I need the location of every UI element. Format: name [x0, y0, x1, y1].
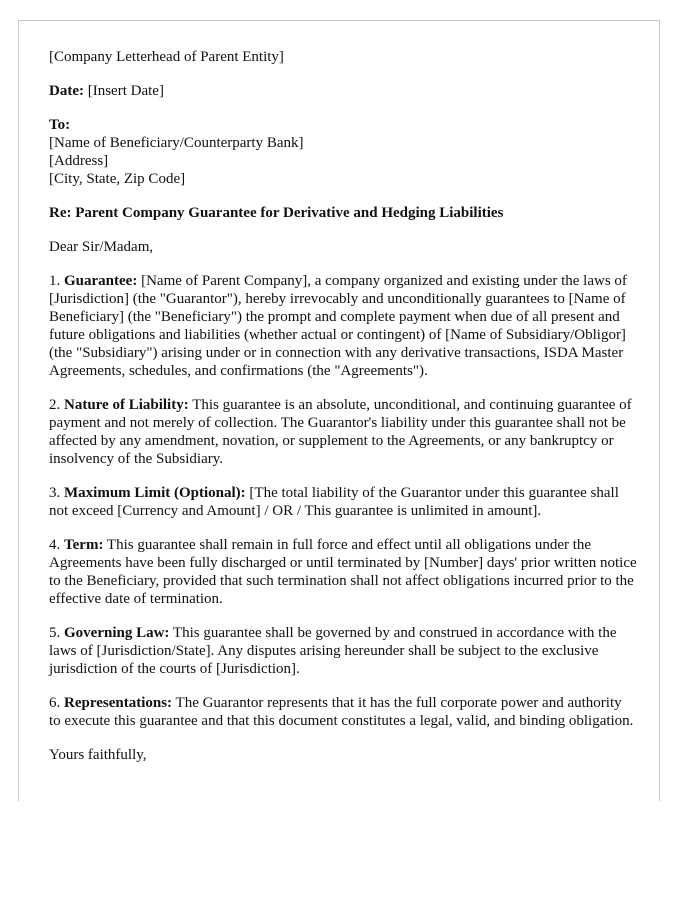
- clause-heading: Maximum Limit (Optional):: [64, 485, 246, 501]
- clause-text: [The total liability of the Guarantor under this guarantee shall not exceed [Currency and Amount] / OR / This guarantee is unlimited in amount].: [49, 485, 619, 519]
- clause-guarantee: [49, 272, 637, 380]
- clause-number: 6.: [49, 695, 64, 711]
- clause-number: 3.: [49, 485, 64, 501]
- clause-nature-of-liability: [49, 396, 637, 468]
- clause-term: [49, 536, 637, 608]
- clause-heading: Term:: [64, 537, 104, 553]
- clause-maximum-limit: [49, 484, 637, 520]
- clause-heading: Nature of Liability:: [64, 397, 189, 413]
- letter-page: [18, 20, 660, 801]
- clause-number: 1.: [49, 273, 64, 289]
- salutation: Dear Sir/Madam,: [49, 239, 154, 255]
- to-label: [49, 116, 637, 134]
- clause-text: [Name of Parent Company], a company organized and existing under the laws of [Jurisdiction] (the "Guarantor"), hereby irrevocably and unconditionally guarantees to [Name of Beneficiary] (the "Beneficiary") the prompt and complete payment when due of all present and future obligations and liabilities (whether actual or contingent) of [Name of Subsidiary/Obligor] (the "Subsidiary") arising under or in connection with any derivative transactions, ISDA Master Agreements, schedules, and confirmations (the "Agreements").: [49, 273, 627, 379]
- clause-heading: Guarantee:: [64, 273, 138, 289]
- clause-text: This guarantee shall be governed by and construed in accordance with the laws of [Jurisdiction/State]. Any disputes arising hereunder shall be subject to the exclusive jurisdiction of the courts of [Jurisdiction].: [49, 625, 617, 677]
- date-label: Date:: [49, 83, 84, 99]
- clause-number: 5.: [49, 625, 64, 641]
- recipient-name: [Name of Beneficiary/Counterparty Bank]: [49, 135, 304, 151]
- date-line: [49, 82, 637, 100]
- closing: Yours faithfully,: [49, 747, 147, 763]
- clause-text: This guarantee is an absolute, unconditional, and continuing guarantee of payment and not merely of collection. The Guarantor's liability under this guarantee shall not be affected by any amendment, novation, or supplement to the Agreements, or any bankruptcy or insolvency of the Subsidiary.: [49, 397, 632, 467]
- to-label-text: To:: [49, 117, 71, 133]
- recipient-block: [49, 116, 637, 188]
- clause-governing-law: [49, 624, 637, 678]
- letterhead: [Company Letterhead of Parent Entity]: [49, 49, 284, 65]
- clause-heading: Representations:: [64, 695, 173, 711]
- clause-number: 4.: [49, 537, 64, 553]
- clause-text: This guarantee shall remain in full force and effect until all obligations under the Agreements have been fully discharged or until terminated by [Number] days' prior written notice to the Beneficiary, provided that such termination shall not affect obligations incurred prior to the effective date of termination.: [49, 537, 637, 607]
- recipient-address: [Address]: [49, 153, 109, 169]
- clause-text: The Guarantor represents that it has the full corporate power and authority to execute this guarantee and that this document constitutes a legal, valid, and binding obligation.: [49, 695, 634, 729]
- date-value: [Insert Date]: [83, 83, 164, 99]
- clause-number: 2.: [49, 397, 64, 413]
- clause-heading: Governing Law:: [64, 625, 170, 641]
- recipient-city: [City, State, Zip Code]: [49, 171, 186, 187]
- subject-line: Re: Parent Company Guarantee for Derivative and Hedging Liabilities: [49, 205, 504, 221]
- clause-representations: [49, 694, 637, 730]
- letter-body: [49, 48, 637, 780]
